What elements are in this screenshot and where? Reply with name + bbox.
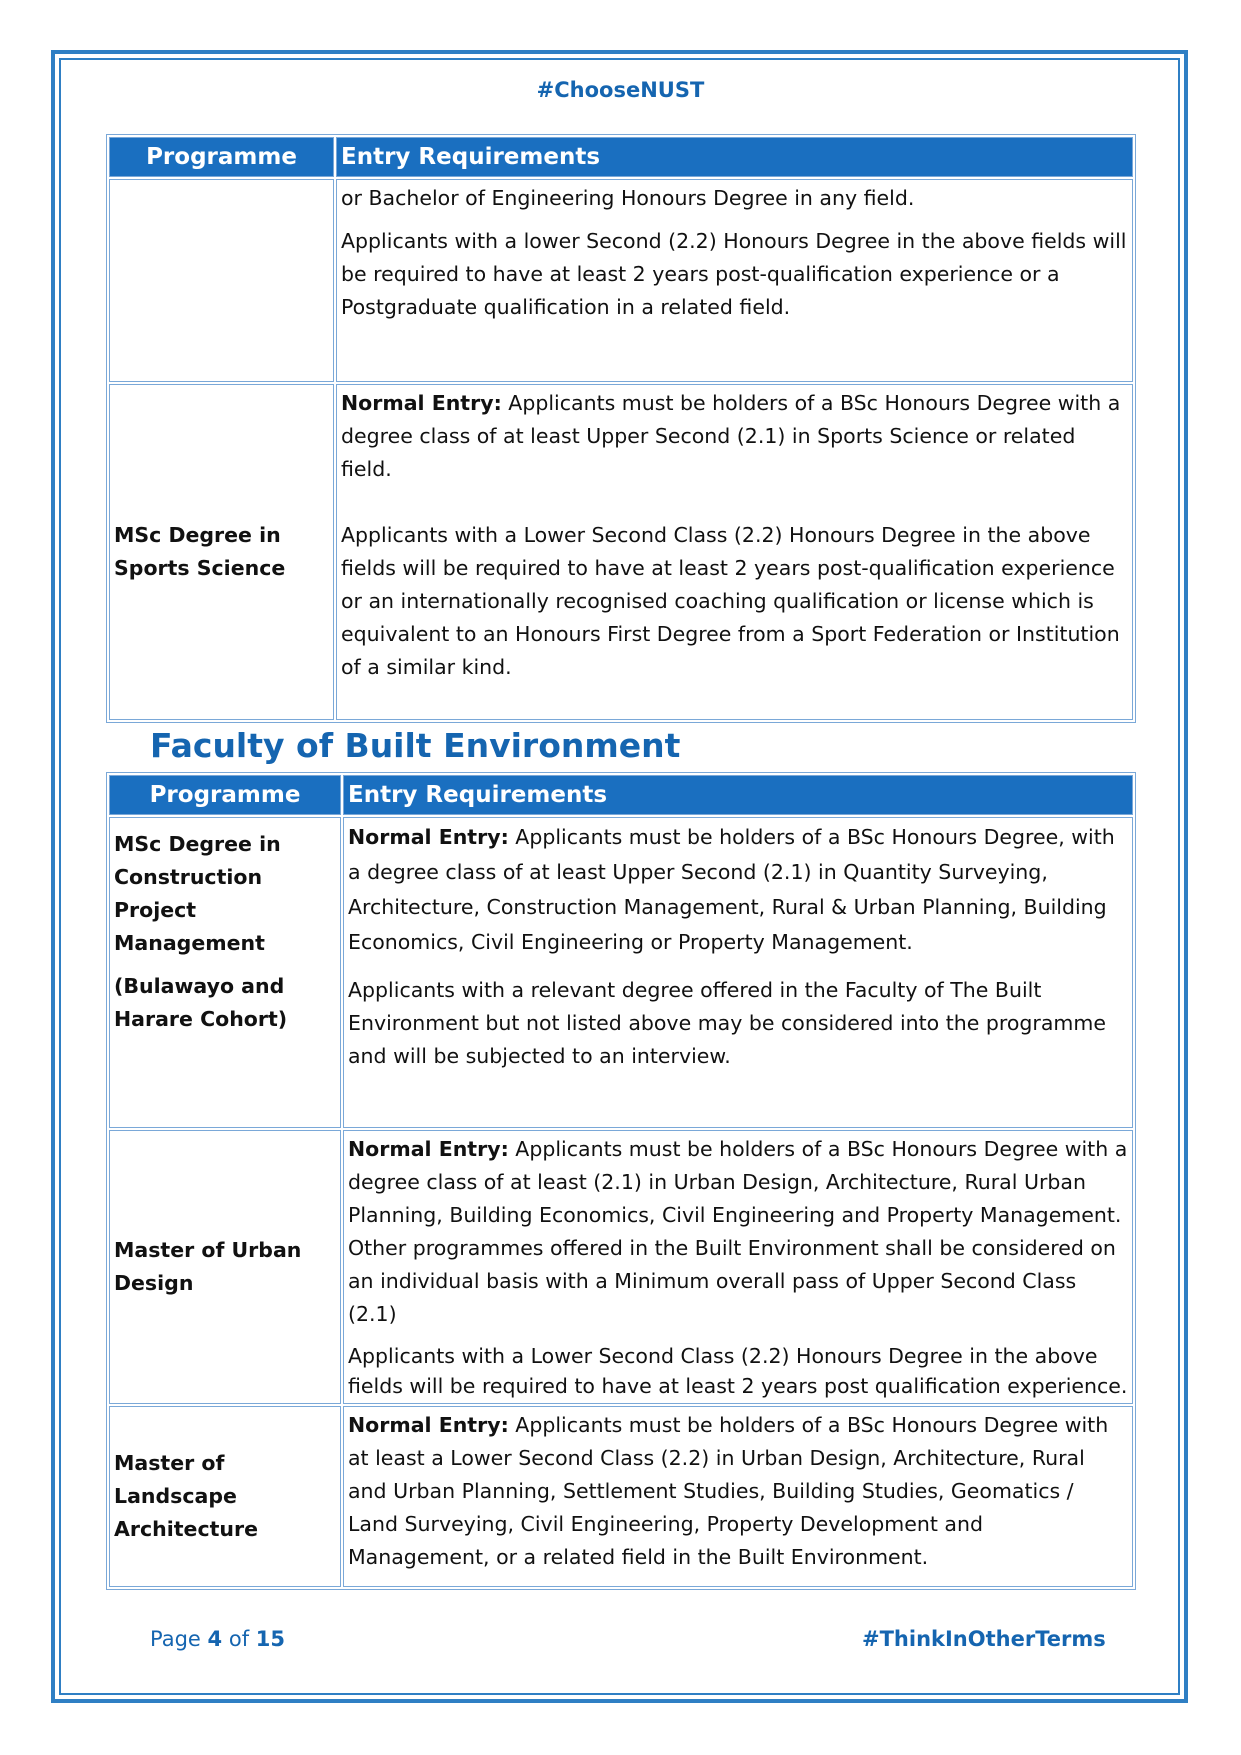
- requirements-cell: [336, 179, 1133, 382]
- requirements-cell: [343, 1130, 1133, 1404]
- table-row: [109, 384, 1133, 720]
- faculty-title: Faculty of Built Environment: [150, 726, 681, 765]
- page-word: Page: [150, 1627, 201, 1651]
- requirements-table-1: [106, 134, 1136, 723]
- programme-cell: MSc Degree in Sports Science: [109, 384, 334, 720]
- normal-entry-text: Applicants must be holders of a BSc Honours Degree with a degree class of at least Upper Second (2.1) in Sports Science or related field.: [341, 391, 1121, 481]
- requirement-text: Applicants with a lower Second (2.2) Honours Degree in the above fields will be required to have at least 2 years post-qualification experience or a Postgraduate qualification in a related field.: [341, 229, 1127, 319]
- programme-note: (Bulawayo and Harare Cohort): [114, 974, 288, 1031]
- header-hashtag: #ChooseNUST: [536, 78, 705, 102]
- requirement-text: [348, 1133, 1128, 1331]
- requirements-cell: [343, 817, 1133, 1128]
- page-number: [150, 1627, 285, 1651]
- column-header-programme: Programme: [109, 775, 341, 815]
- of-word: of: [228, 1627, 250, 1651]
- normal-entry-text: Applicants must be holders of a BSc Honours Degree with a degree class of at least (2.1) in Urban Design, Architecture, Rural Urban Planning, Building Economics, Civil Engineering and Property Management. Other programmes offered in the Built Environment shall be considered on an individual basis with a Minimum overall pass of Upper Second Class (2.1): [348, 1137, 1128, 1326]
- table-row: [109, 1406, 1133, 1587]
- table-header-row: [109, 137, 1133, 177]
- table-row: [109, 179, 1133, 382]
- programme-name: MSc Degree in Construction Project Management: [114, 832, 281, 955]
- table-header-row: [109, 775, 1133, 815]
- programme-cell: Master of Urban Design: [109, 1130, 341, 1404]
- normal-entry-label: Normal Entry:: [341, 391, 502, 415]
- table-row: [109, 1130, 1133, 1404]
- programme-cell: [109, 179, 334, 382]
- normal-entry-label: Normal Entry:: [348, 825, 509, 849]
- requirement-text: Applicants with a relevant degree offered in the Faculty of The Built Environment but not listed above may be considered into the programme and will be subjected to an interview.: [348, 978, 1106, 1068]
- programme-cell: [109, 817, 341, 1128]
- requirement-text: or Bachelor of Engineering Honours Degree in any field.: [341, 186, 915, 210]
- column-header-programme: Programme: [109, 137, 334, 177]
- requirement-text: Applicants with a Lower Second Class (2.2) Honours Degree in the above fields will be required to have at least 2 years post-qualification experience or an internationally recognised coaching qualification or license which is equivalent to an Honours First Degree from a Sport Federation or Institution of a similar kind.: [341, 523, 1120, 679]
- normal-entry-text: Applicants must be holders of a BSc Honours Degree, with a degree class of at least Upper Second (2.1) in Quantity Surveying, Architecture, Construction Management, Rural & Urban Planning, Building Economics, Civil Engineering or Property Management.: [348, 825, 1115, 954]
- normal-entry-text: Applicants must be holders of a BSc Honours Degree with at least a Lower Second Class (2.2) in Urban Design, Architecture, Rural and Urban Planning, Settlement Studies, Building Studies, Geomatics / Land Surveying, Civil Engineering, Property Development and Management, or a related field in the Built Environment.: [348, 1413, 1109, 1569]
- normal-entry-label: Normal Entry:: [348, 1137, 509, 1161]
- normal-entry-label: Normal Entry:: [348, 1413, 509, 1437]
- requirements-table-2: [106, 772, 1136, 1590]
- programme-cell: Master of Landscape Architecture: [109, 1406, 341, 1587]
- column-header-entry-requirements: Entry Requirements: [343, 775, 1133, 815]
- table-row: [109, 817, 1133, 1128]
- requirement-text: [341, 387, 1128, 486]
- requirements-cell: [343, 1406, 1133, 1587]
- requirement-text: Applicants with a Lower Second Class (2.2) Honours Degree in the above fields will be required to have at least 2 years post qualification experience.: [348, 1344, 1128, 1398]
- page-current: 4: [207, 1627, 223, 1651]
- requirements-cell: [336, 384, 1133, 720]
- page-total: 15: [255, 1627, 286, 1651]
- footer-hashtag: #ThinkInOtherTerms: [862, 1627, 1106, 1651]
- requirement-text: [348, 1409, 1128, 1574]
- requirement-text: [348, 820, 1128, 960]
- column-header-entry-requirements: Entry Requirements: [336, 137, 1133, 177]
